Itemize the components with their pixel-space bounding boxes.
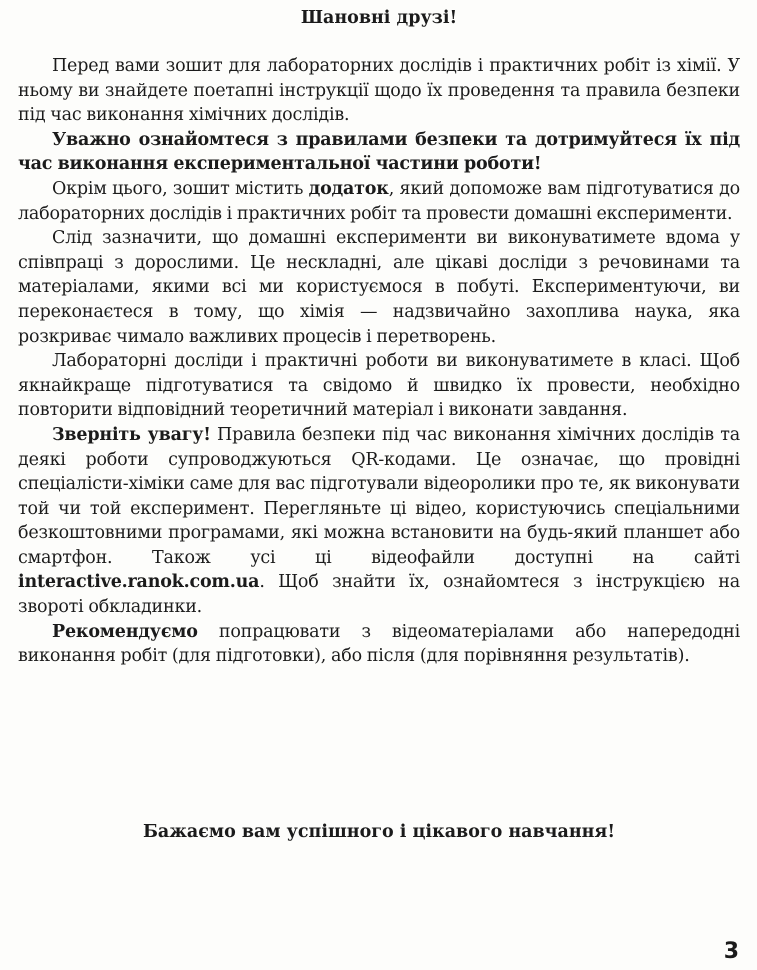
page-number: 3 [723, 939, 739, 964]
qr-codes-paragraph [18, 423, 740, 620]
qr-text-1: Правила безпеки під час виконання хімічних дослідів та деякі роботи супроводжуються QR-кодами. Це означає, що провідні спеціалісти-хіміки саме для вас підготували відеоролики про те, як виконувати той чи той експеримент. Перегляньте ці відео, користуючись спеціальними безкоштовними програмами, які можна встановити на будь-який планшет або смартфон. Також усі ці відеофайли доступні на сайті [18, 424, 740, 568]
appendix-text-end: , який допоможе вам підготуватися до лабораторних дослідів і практичних робіт та провести домашні експерименти. [18, 178, 740, 224]
closing-wish: Бажаємо вам успішного і цікавого навчання! [142, 822, 616, 842]
appendix-text-start: Окрім цього, зошит містить [52, 178, 309, 199]
recommendation-label: Рекомендуємо [52, 621, 198, 642]
page-content [18, 0, 740, 842]
qr-text-2: . Щоб знайти їх, ознайомтеся з інструкцією на звороті обкладинки. [18, 572, 740, 618]
home-experiments-paragraph: Слід зазначити, що домашні експерименти ви виконуватимете вдома у співпраці з дорослими. Це нескладні, але цікаві досліди з речовинами та матеріалами, якими всі ми користуємося в побуті. Експериментуючи, ви переконаєтеся в тому, що хімія — надзвичайно захоплива наука, яка розкриває чимало важливих процесів і перетворень. [18, 228, 740, 347]
recommendation-paragraph [18, 620, 740, 669]
appendix-paragraph [18, 177, 740, 226]
appendix-term: додаток [308, 178, 389, 199]
attention-label: Зверніть увагу! [52, 424, 211, 445]
class-work-paragraph: Лабораторні досліди і практичні роботи ви виконуватимете в класі. Щоб якнайкраще підготуватися та свідомо й швидко їх провести, необхідно повторити відповідний теоретичний матеріал і виконати завдання. [18, 351, 740, 421]
recommendation-text: попрацювати з відеоматеріалами або напередодні виконання робіт (для підготовки), або після (для порівняння результатів). [18, 621, 740, 667]
intro-paragraph: Перед вами зошит для лабораторних дослідів і практичних робіт із хімії. У ньому ви знайдете поетапні інструкції щодо їх проведення та правила безпеки під час виконання хімічних дослідів. [18, 56, 740, 126]
website-link[interactable]: interactive.ranok.com.ua [18, 572, 260, 593]
page-title: Шановні друзі! [300, 8, 458, 28]
safety-warning-paragraph: Уважно ознайомтеся з правилами безпеки та дотримуйтеся їх під час виконання експериментальної частини роботи! [18, 129, 740, 175]
